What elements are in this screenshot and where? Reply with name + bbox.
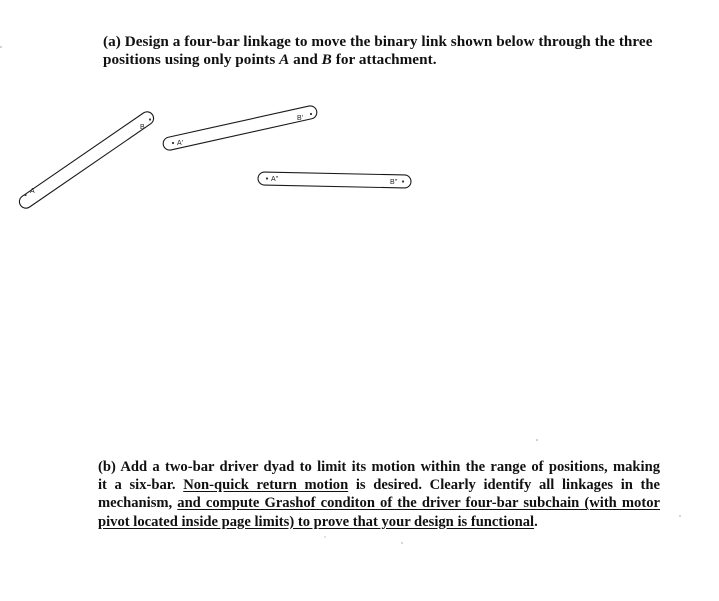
question-b-line-3 xyxy=(98,494,660,512)
scan-speck xyxy=(401,542,402,543)
point-b-dprime-label: B" xyxy=(390,179,398,186)
question-a-text-1: positions using only points xyxy=(103,51,280,68)
point-b-dprime-marker xyxy=(402,180,404,182)
scan-speck xyxy=(324,536,325,537)
link-3-outline xyxy=(258,172,411,188)
point-a-marker xyxy=(24,194,26,196)
link-1-outline xyxy=(17,109,156,210)
point-b-marker xyxy=(149,118,151,120)
question-b-text-4: . xyxy=(534,513,538,530)
scan-speck xyxy=(679,515,680,516)
question-b xyxy=(98,458,660,531)
scan-speck xyxy=(0,46,2,48)
scan-speck xyxy=(536,439,538,441)
question-a-text-3: for attachment. xyxy=(331,51,437,68)
question-a-text-2: and xyxy=(289,51,322,68)
question-b-text-2: is desired. Clearly identify all linkages in the xyxy=(348,477,660,494)
non-quick-return-underlined: Non-quick return motion xyxy=(183,477,349,494)
question-b-text-1: it a six-bar. xyxy=(98,477,184,494)
grashof-requirement-underlined: and compute Grashof conditon of the driver four-bar subchain (with motor xyxy=(177,495,660,512)
question-b-line-2 xyxy=(98,476,660,494)
point-b-prime-label: B' xyxy=(297,115,304,122)
link-2-outline xyxy=(162,105,318,152)
question-b-line-4 xyxy=(98,513,660,531)
point-a-name: A xyxy=(279,51,290,68)
motor-pivot-requirement-underlined: pivot located inside page limits) to prove that your design is functional xyxy=(98,513,535,530)
point-b-name: B xyxy=(321,51,332,68)
link-position-3 xyxy=(258,172,411,188)
link-position-1 xyxy=(17,109,156,210)
point-a-prime-label: A' xyxy=(177,140,184,147)
point-a-label: A xyxy=(30,188,35,195)
question-a-line-1: (a) Design a four-bar linkage to move the binary link shown below through the three xyxy=(103,33,653,50)
point-a-dprime-marker xyxy=(266,177,268,179)
question-b-line-1: (b) Add a two-bar driver dyad to limit its motion within the range of positions, making xyxy=(98,459,660,475)
question-b-text-3: mechanism, xyxy=(98,495,178,512)
link-position-2 xyxy=(162,105,318,152)
point-b-label: B xyxy=(140,124,145,131)
point-a-prime-marker xyxy=(172,142,174,144)
point-a-dprime-label: A" xyxy=(271,176,279,183)
point-b-prime-marker xyxy=(310,113,312,115)
